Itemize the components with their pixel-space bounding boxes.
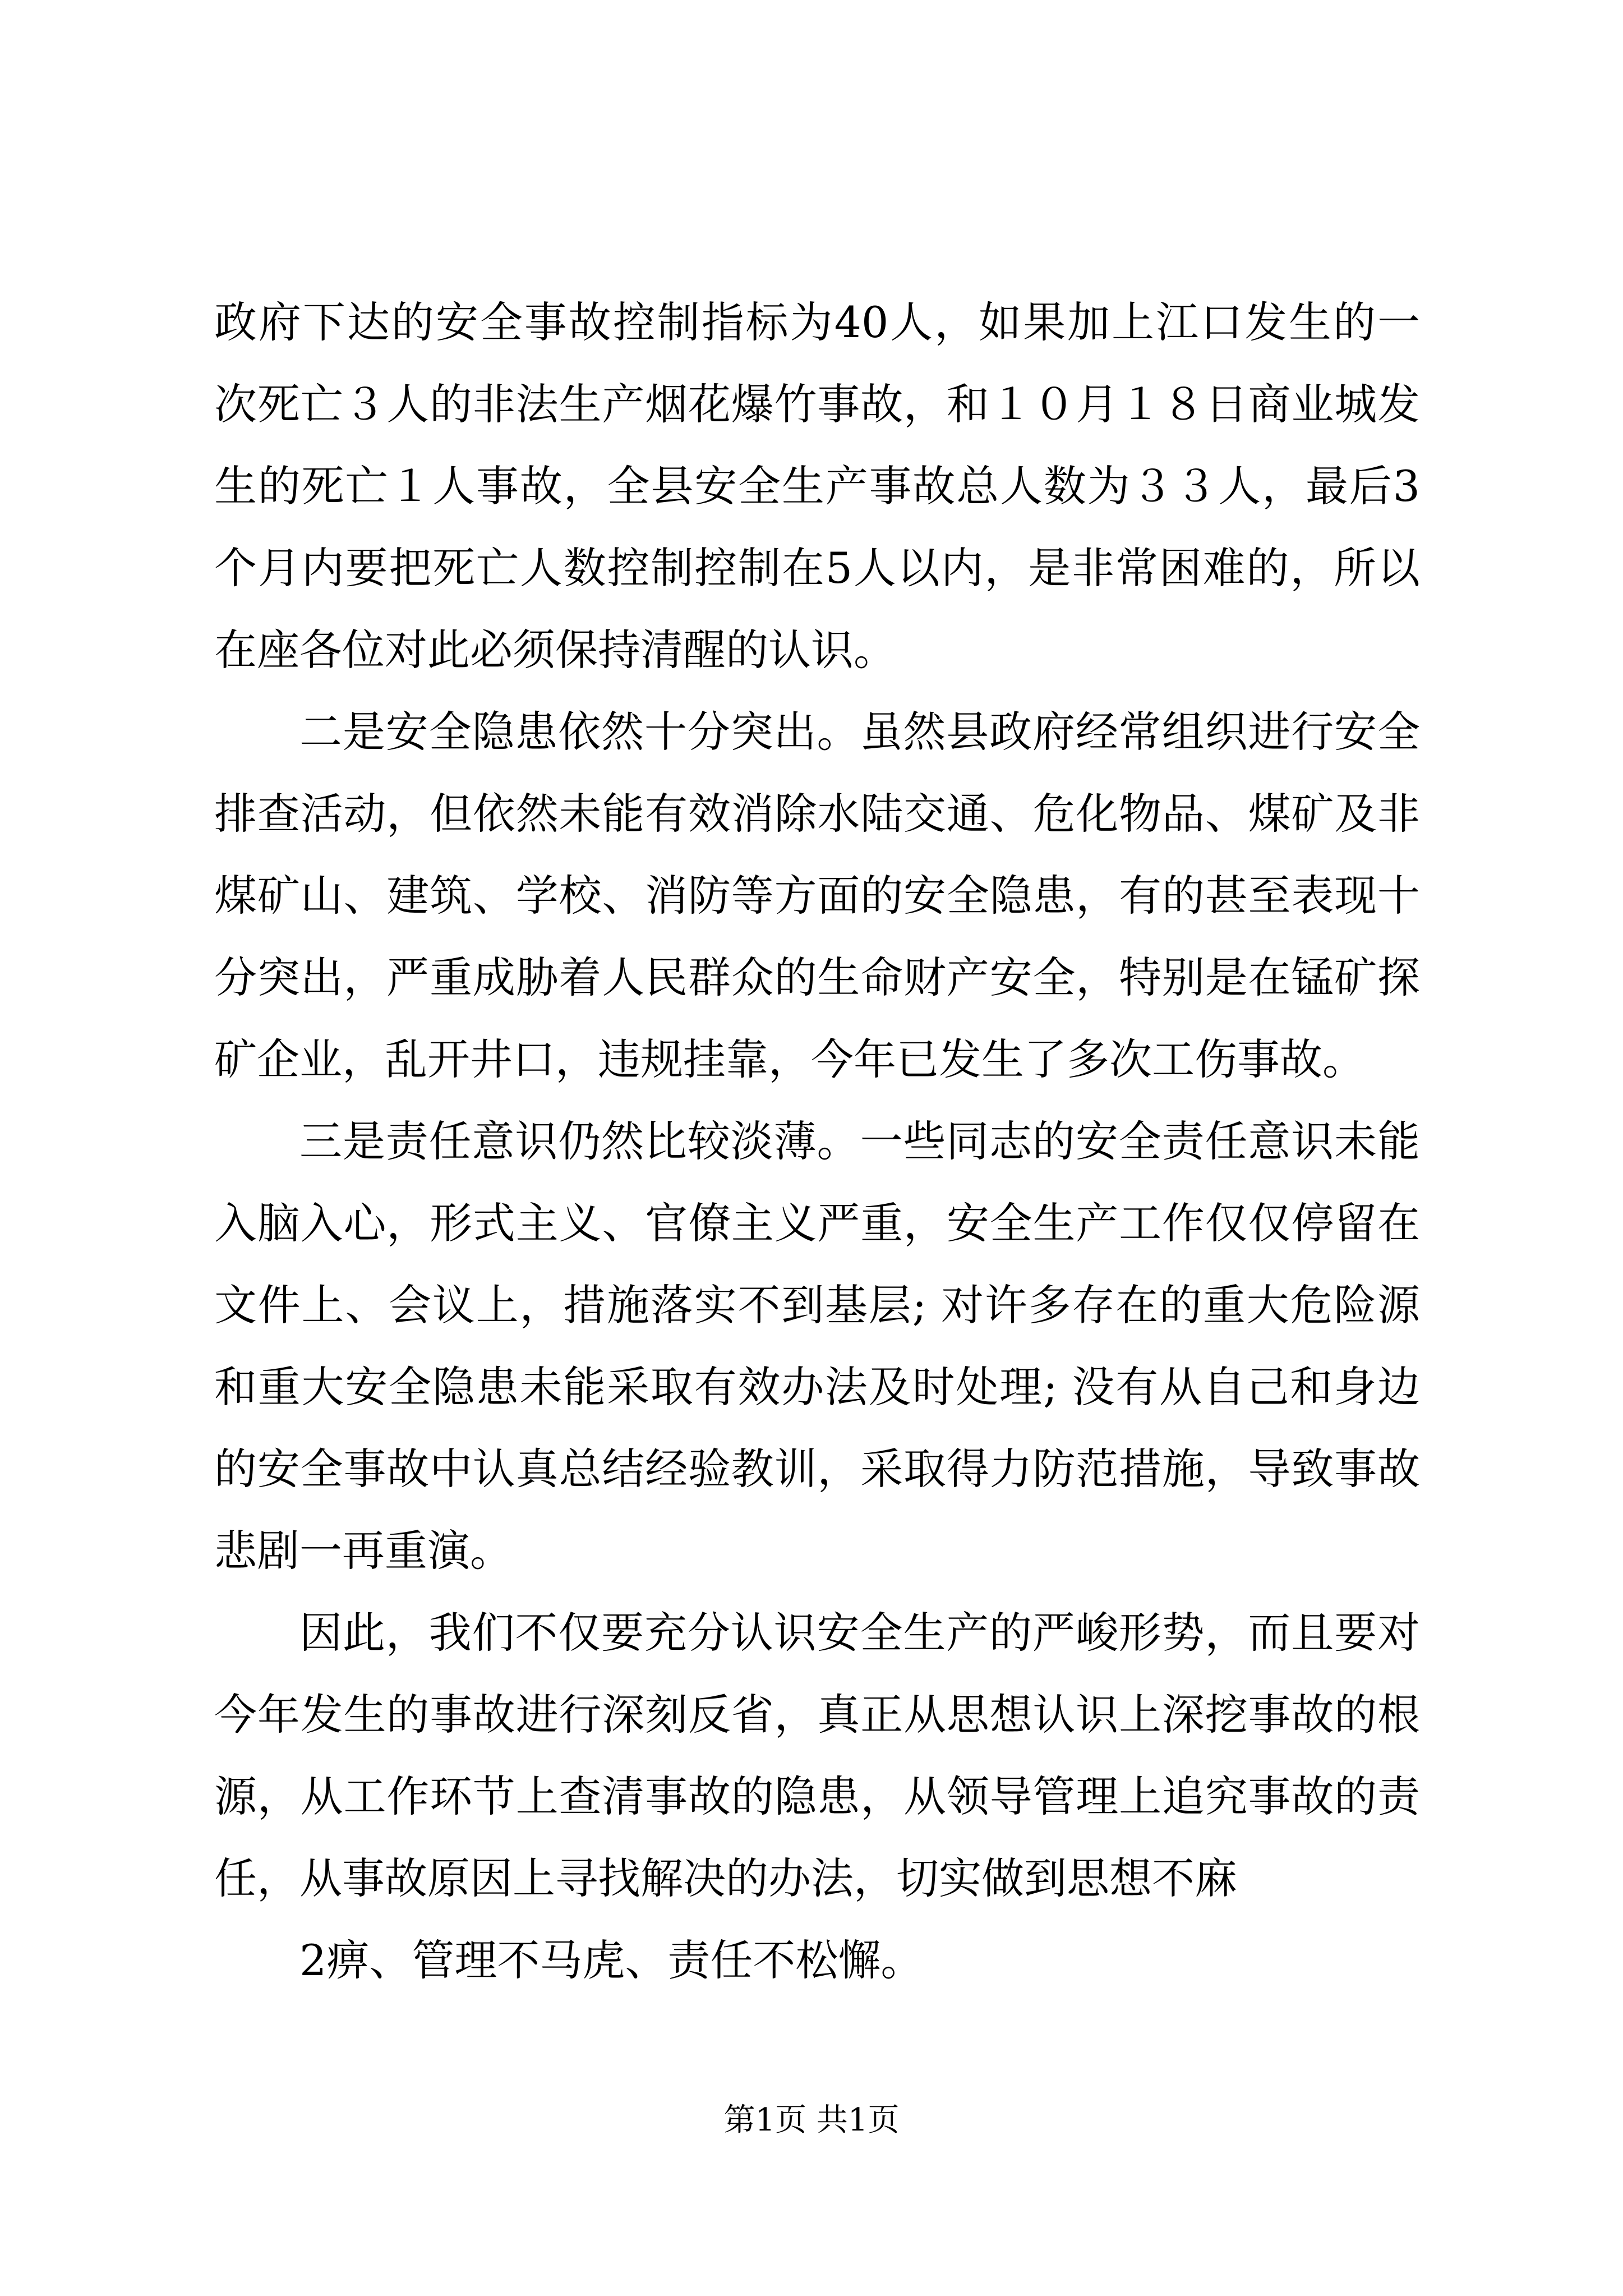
document-body <box>214 282 1420 2001</box>
paragraph-4 <box>214 1592 1420 1920</box>
text-line: 任，从事故原因上寻找解决的办法，切实做到思想不麻 <box>214 1853 1237 1903</box>
text-line: 入脑入心，形式主义、官僚主义严重，安全生产工作仅仅停留在 <box>214 1198 1420 1248</box>
page-number-footer: 第1页 共1页 <box>723 2102 900 2138</box>
text-line: 个月内要把死亡人数控制控制在5人以内，是非常困难的，所以 <box>214 543 1420 593</box>
text-line: 三是责任意识仍然比较淡薄。一些同志的安全责任意识未能 <box>299 1116 1420 1166</box>
text-line: 煤矿山、建筑、学校、消防等方面的安全隐患，有的甚至表现十 <box>214 871 1420 921</box>
text-line: 源，从工作环节上查清事故的隐患，从领导管理上追究事故的责 <box>214 1772 1420 1821</box>
text-line: 生的死亡１人事故，全县安全生产事故总人数为３３人，最后3 <box>214 461 1420 511</box>
text-line: 排查活动，但依然未能有效消除水陆交通、危化物品、煤矿及非 <box>214 789 1420 839</box>
text-line: 矿企业，乱开井口，违规挂靠，今年已发生了多次工伤事故。 <box>214 1034 1365 1084</box>
text-line: 分突出，严重成胁着人民群众的生命财产安全，特别是在锰矿探 <box>214 953 1420 1002</box>
text-line: 在座各位对此必须保持清醒的认识。 <box>214 625 896 675</box>
text-line: 次死亡３人的非法生产烟花爆竹事故，和１０月１８日商业城发 <box>214 379 1420 429</box>
text-line: 因此，我们不仅要充分认识安全生产的严峻形势，而且要对 <box>299 1608 1420 1658</box>
paragraph-5 <box>214 1920 1420 2001</box>
paragraph-2 <box>214 691 1420 1101</box>
text-line: 和重大安全隐患未能采取有效办法及时处理; 没有从自己和身边 <box>214 1362 1420 1412</box>
text-line: 的安全事故中认真总结经验教训，采取得力防范措施，导致事故 <box>214 1444 1420 1494</box>
text-line: 二是安全隐患依然十分突出。虽然县政府经常组织进行安全 <box>299 707 1420 757</box>
paragraph-1 <box>214 282 1420 691</box>
text-line: 悲剧一再重演。 <box>214 1526 513 1576</box>
text-line: 文件上、会议上，措施落实不到基层; 对许多存在的重大危险源 <box>214 1280 1420 1330</box>
text-line: 2痹、管理不马虎、责任不松懈。 <box>299 1935 924 1985</box>
text-line: 今年发生的事故进行深刻反省，真正从思想认识上深挖事故的根 <box>214 1690 1420 1740</box>
text-line: 政府下达的安全事故控制指标为40人，如果加上江口发生的一 <box>214 297 1420 347</box>
paragraph-3 <box>214 1101 1420 1592</box>
